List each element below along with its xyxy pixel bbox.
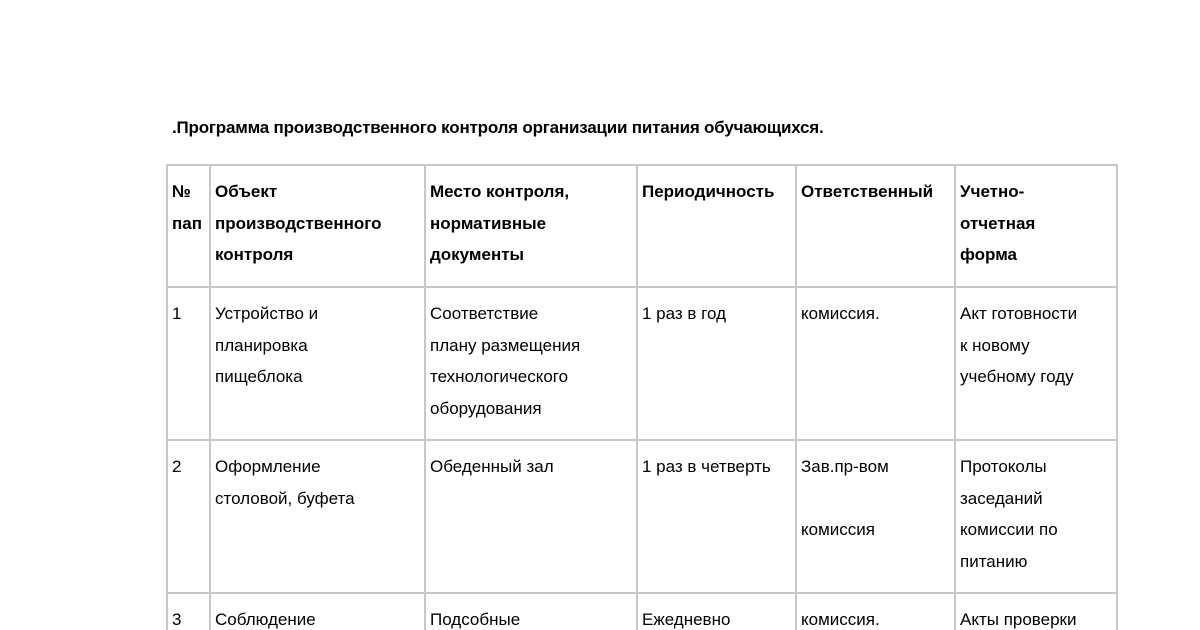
document-title: .Программа производственного контроля организации питания обучающихся. <box>172 118 824 137</box>
cell-object: Оформление столовой, буфета <box>210 440 425 593</box>
cell-object: Соблюдение <box>210 593 425 630</box>
cell-object: Устройство и планировка пищеблока <box>210 287 425 440</box>
cell-form: Протоколы заседаний комиссии по питанию <box>955 440 1117 593</box>
cell-number: 1 <box>167 287 210 440</box>
table-row <box>167 440 1117 593</box>
cell-form: Акт готовности к новому учебному году <box>955 287 1117 440</box>
table-row <box>167 287 1117 440</box>
cell-responsible: Зав.пр-вом комиссия <box>796 440 955 593</box>
cell-place: Подсобные <box>425 593 637 630</box>
cell-place: Обеденный зал <box>425 440 637 593</box>
cell-number: 3 <box>167 593 210 630</box>
header-period: Периодичность <box>637 165 796 287</box>
cell-period: 1 раз в четверть <box>637 440 796 593</box>
cell-form: Акты проверки <box>955 593 1117 630</box>
cell-responsible: комиссия. <box>796 287 955 440</box>
table-row <box>167 593 1117 630</box>
cell-period: 1 раз в год <box>637 287 796 440</box>
cell-place: Соответствие плану размещения технологического оборудования <box>425 287 637 440</box>
header-form: Учетно- отчетная форма <box>955 165 1117 287</box>
header-object: Объект производственного контроля <box>210 165 425 287</box>
header-responsible: Ответственный <box>796 165 955 287</box>
cell-period: Ежедневно <box>637 593 796 630</box>
control-program-table <box>166 164 1118 630</box>
header-place: Место контроля, нормативные документы <box>425 165 637 287</box>
cell-number: 2 <box>167 440 210 593</box>
header-number: № пап <box>167 165 210 287</box>
table-header-row <box>167 165 1117 287</box>
cell-responsible: комиссия. <box>796 593 955 630</box>
